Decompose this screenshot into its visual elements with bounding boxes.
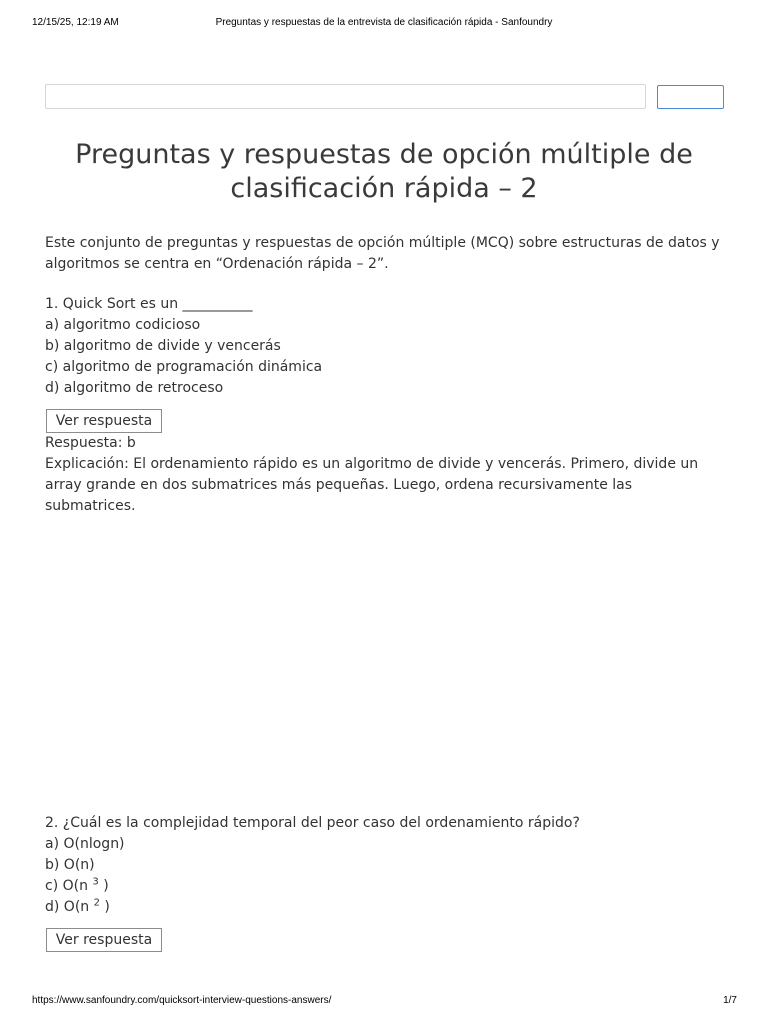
intro-text: Este conjunto de preguntas y respuestas de opción múltiple (MCQ) sobre estructuras de datos y algoritmos se centra en “Ordenación rápida – 2”. — [45, 235, 720, 272]
question-1 — [45, 294, 725, 517]
option-d-prefix: d) O(n — [45, 899, 94, 915]
view-answer-button[interactable]: Ver respuesta — [46, 409, 162, 433]
option-c-suffix: ) — [98, 878, 109, 894]
view-answer-button[interactable]: Ver respuesta — [46, 928, 162, 952]
option-c — [45, 876, 725, 897]
option-d: d) algoritmo de retroceso — [45, 380, 224, 396]
print-url: https://www.sanfoundry.com/quicksort-interview-questions-answers/ — [32, 995, 332, 1006]
option-b: b) algoritmo de divide y vencerás — [45, 338, 281, 354]
question-2 — [45, 813, 725, 952]
search-input[interactable] — [45, 84, 646, 109]
option-d-exponent: 2 — [93, 897, 100, 909]
option-a: a) algoritmo codicioso — [45, 317, 201, 333]
print-header — [0, 17, 768, 31]
print-page-number: 1/7 — [723, 995, 737, 1006]
print-datetime: 12/15/25, 12:19 AM — [32, 17, 119, 28]
answer-text: Respuesta: b — [45, 435, 136, 451]
option-c: c) algoritmo de programación dinámica — [45, 359, 323, 375]
explanation-text: Explicación: El ordenamiento rápido es un algoritmo de divide y vencerás. Primero, divide un array grande en dos submatrices más pequeñas. Luego, ordena recursivamente las submatrices. — [45, 456, 699, 514]
option-d-suffix: ) — [99, 899, 110, 915]
question-text: 2. ¿Cuál es la complejidad temporal del peor caso del ordenamiento rápido? — [45, 815, 580, 831]
answer-block — [45, 433, 725, 517]
page-title: Preguntas y respuestas de opción múltiple de clasificación rápida – 2 — [75, 139, 693, 204]
option-c-prefix: c) O(n — [45, 878, 93, 894]
option-c-exponent: 3 — [92, 876, 99, 888]
option-b: b) O(n) — [45, 857, 95, 873]
print-footer — [0, 995, 768, 1009]
search-button[interactable] — [657, 85, 724, 109]
print-page-title: Preguntas y respuestas de la entrevista de clasificación rápida - Sanfoundry — [215, 17, 553, 28]
option-d — [45, 897, 725, 918]
option-a: a) O(nlogn) — [45, 836, 125, 852]
question-text: 1. Quick Sort es un __________ — [45, 296, 253, 312]
intro-paragraph — [45, 233, 725, 275]
